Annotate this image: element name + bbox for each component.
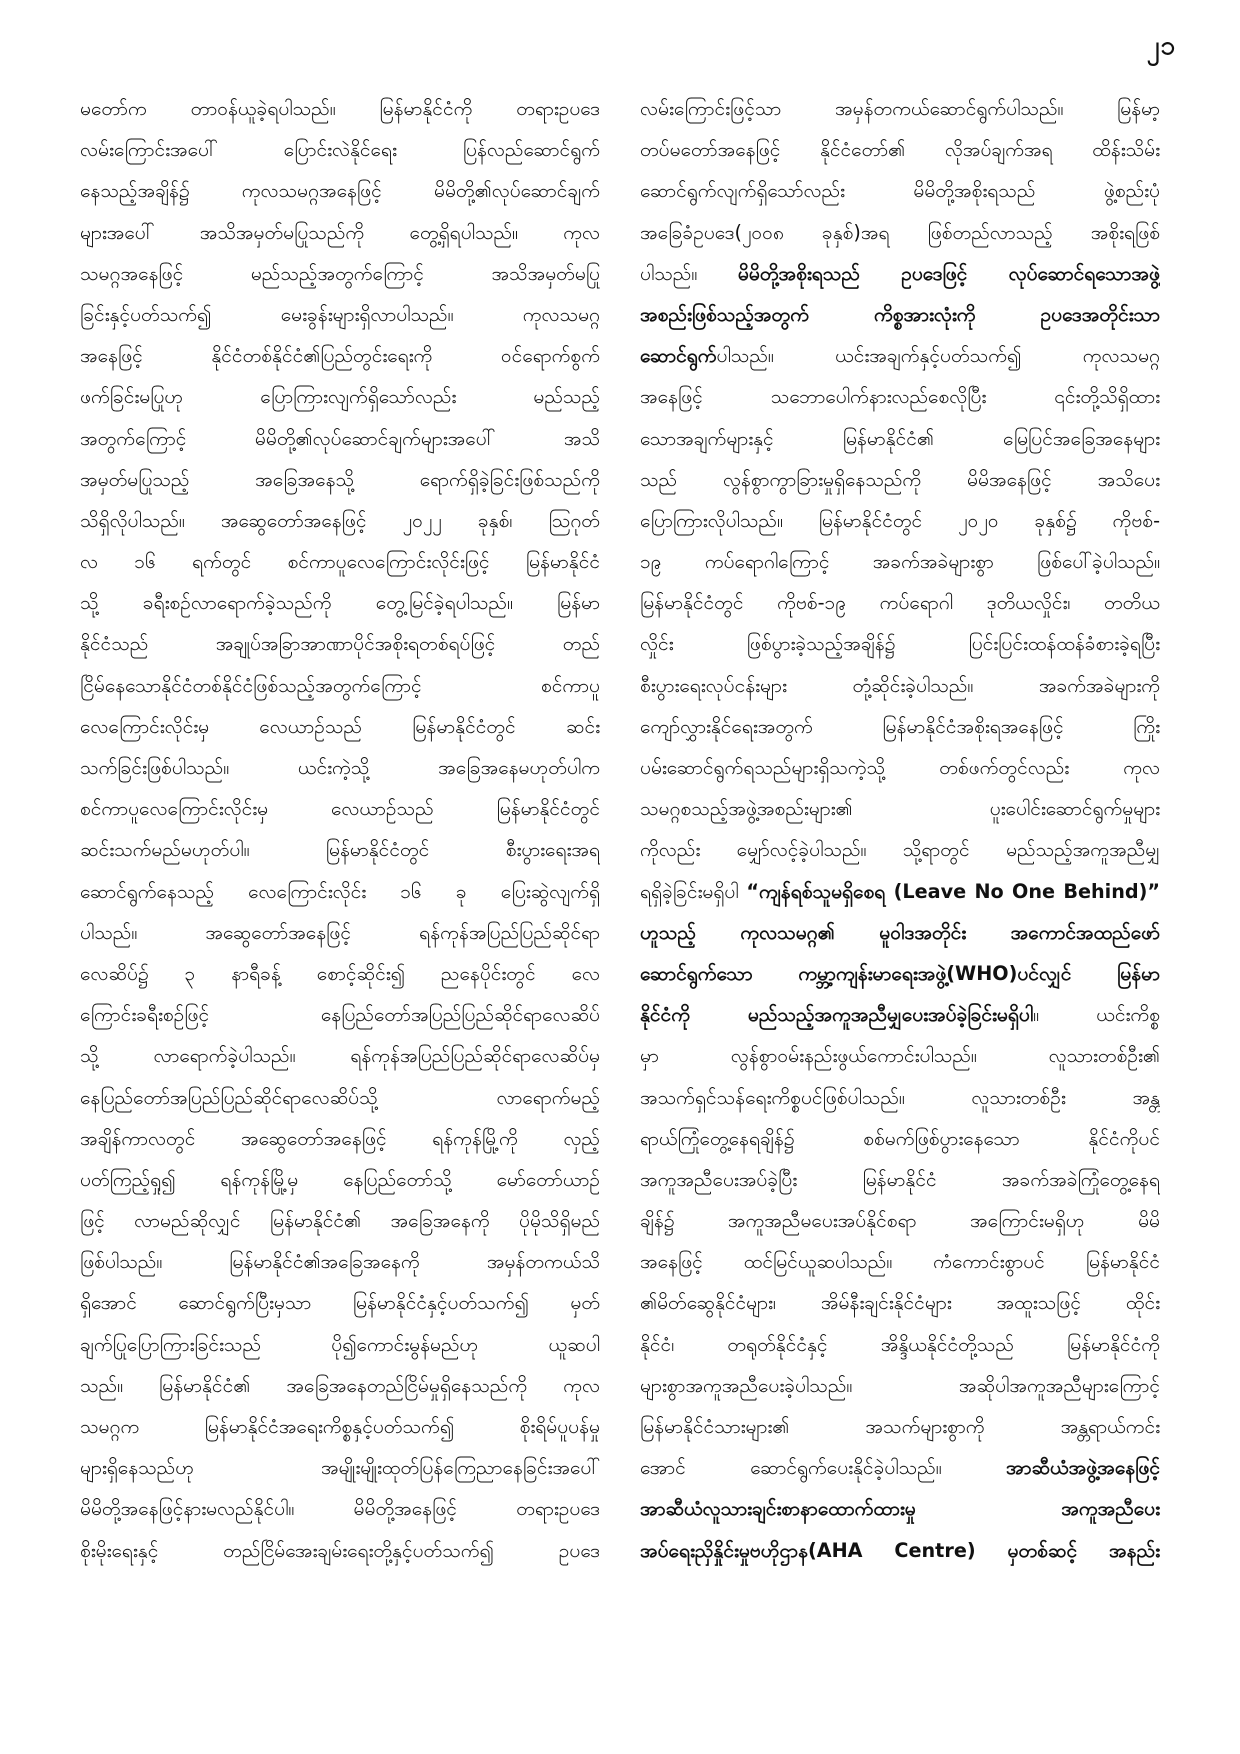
right-column — [640, 88, 1160, 1708]
text-run: ရရှိခဲ့ခြင်းမရှိပါ — [640, 879, 747, 903]
text-line: ပါသည်။ အဆွေတော်အနေဖြင့် ရန်ကုန်အပြည်ပြည်ဆိုင်ရာ — [80, 920, 600, 944]
bold-text: မိမိတို့အစိုးရသည် ဥပဒေဖြင့် လုပ်ဆောင်ရသောအဖွဲ့ — [737, 261, 1160, 285]
text-line: ချက်ပြုပြောကြားခြင်းသည် ပို၍ကောင်းမွန်မည်ဟု ယူဆပါ — [80, 1332, 600, 1356]
text-line: လှိုင်း ဖြစ်ပွားခဲ့သည့်အချိန်၌ ပြင်းပြင်းထန်ထန်ခံစားခဲ့ရပြီး — [640, 632, 1160, 656]
text-line: ငြိမ်နေသောနိုင်ငံတစ်နိုင်ငံဖြစ်သည့်အတွက်ကြောင့် စင်ကာပူ — [80, 673, 600, 697]
text-line: အနေဖြင့် နိုင်ငံတစ်နိုင်ငံ၏ပြည်တွင်းရေးကို ဝင်ရောက်စွက် — [80, 344, 600, 368]
bold-text: အစည်းဖြစ်သည့်အတွက် ကိစ္စအားလုံးကို ဥပဒေအတိုင်းသာ — [640, 302, 1160, 326]
text-line: များရှိနေသည်ဟု အမျိုးမျိုးထုတ်ပြန်ကြေညာနေခြင်းအပေါ် — [80, 1456, 600, 1480]
text-line: သက်ခြင်းဖြစ်ပါသည်။ ယင်းကဲ့သို့ အခြေအနေမဟုတ်ပါက — [80, 756, 600, 779]
text-line: အတွက်ကြောင့် မိမိတို့၏လုပ်ဆောင်ချက်များအပေါ် အသိ — [80, 426, 600, 450]
text-line: ကိုလည်း မျှော်လင့်ခဲ့ပါသည်။ သို့ရာတွင် မည်သည့်အကူအညီမျှ — [640, 838, 1160, 862]
text-line: သမဂ္ဂအနေဖြင့် မည်သည့်အတွက်ကြောင့် အသိအမှတ်မပြု — [80, 261, 600, 285]
text-line: သမဂ္ဂက မြန်မာနိုင်ငံအရေးကိစ္စနှင့်ပတ်သက်၍ စိုးရိမ်ပူပန်မှု — [80, 1415, 600, 1438]
text-line — [640, 1447, 1160, 1488]
text-line: အသက်ရှင်သန်ရေးကိစ္စပင်ဖြစ်ပါသည်။ လူသားတစ်ဦး အန္တ — [640, 1085, 1160, 1109]
left-column — [80, 88, 600, 1708]
text-line: စင်ကာပူလေကြောင်းလိုင်းမှ လေယာဉ်သည် မြန်မာနိုင်ငံတွင် — [80, 797, 600, 821]
text-line — [640, 294, 1160, 335]
bold-text: “ကျန်ရစ်သူမရှိစေရ (Leave No One Behind)” — [746, 879, 1160, 903]
text-line: သို့ လာရောက်ခဲ့ပါသည်။ ရန်ကုန်အပြည်ပြည်ဆိုင်ရာလေဆိပ်မှ — [80, 1044, 600, 1068]
bold-text: ဟူသည့် ကုလသမဂ္ဂ၏ မူဝါဒအတိုင်း အကောင်အထည်ဖော် — [640, 920, 1160, 944]
text-line: အနေဖြင့် ထင်မြင်ယူဆပါသည်။ ကံကောင်းစွာပင် မြန်မာနိုင်ငံ — [640, 1250, 1160, 1274]
text-line: နိုင်ငံသည် အချုပ်အခြာအာဏာပိုင်အစိုးရတစ်ရပ်ဖြင့် တည် — [80, 632, 600, 656]
text-line: များအပေါ် အသိအမှတ်မပြုသည်ကို တွေ့ရှိရပါသည်။ ကုလ — [80, 220, 600, 244]
text-line: မြန်မာနိုင်ငံသားများ၏ အသက်များစွာကို အန္တရာယ်ကင်း — [640, 1415, 1160, 1438]
text-line: သမဂ္ဂစသည့်အဖွဲ့အစည်းများ၏ ပူးပေါင်းဆောင်ရွက်မှုများ — [640, 797, 1160, 821]
text-line: နေသည့်အချိန်၌ ကုလသမဂ္ဂအနေဖြင့် မိမိတို့၏လုပ်ဆောင်ချက် — [80, 179, 600, 203]
text-line: ဖက်ခြင်းမပြုဟု ပြောကြားလျက်ရှိသော်လည်း မည်သည့် — [80, 385, 600, 409]
text-line: နိုင်ငံ၊ တရုတ်နိုင်ငံနှင့် အိန္ဒိယနိုင်ငံတို့သည် မြန်မာနိုင်ငံကို — [640, 1332, 1160, 1356]
text-line — [640, 994, 1160, 1035]
text-line: မတော်က တာဝန်ယူခဲ့ရပါသည်။ မြန်မာနိုင်ငံကို တရားဥပဒေ — [80, 97, 600, 120]
text-line: များစွာအကူအညီပေးခဲ့ပါသည်။ အဆိုပါအကူအညီများကြောင့် — [640, 1373, 1160, 1397]
text-run: ။ ယင်းကိစ္စ — [1033, 1003, 1160, 1027]
text-line — [640, 1488, 1160, 1529]
text-line: ကျော်လွှားနိုင်ရေးအတွက် မြန်မာနိုင်ငံအစိုးရအနေဖြင့် ကြိုး — [640, 714, 1160, 738]
text-line: ကြောင်းခရီးစဉ်ဖြင့် နေပြည်တော်အပြည်ပြည်ဆိုင်ရာလေဆိပ် — [80, 1003, 600, 1027]
text-line: ချိန်၌ အကူအညီမပေးအပ်နိုင်စရာ အကြောင်းမရှိဟု မိမိ — [640, 1209, 1160, 1233]
text-line: နေပြည်တော်အပြည်ပြည်ဆိုင်ရာလေဆိပ်သို့ လာရောက်မည့် — [80, 1085, 600, 1109]
text-line: လမ်းကြောင်းအပေါ် ပြောင်းလဲနိုင်ရေး ပြန်လည်ဆောင်ရွက် — [80, 138, 600, 162]
text-line: ပတ်ကြည့်ရှု၍ ရန်ကုန်မြို့မှ နေပြည်တော်သို့ မော်တော်ယာဉ် — [80, 1167, 600, 1191]
text-line: ဖြင့် လာမည်ဆိုလျှင် မြန်မာနိုင်ငံ၏ အခြေအနေကို ပိုမိုသိရှိမည် — [80, 1209, 600, 1233]
text-line: အခြေခံဥပဒေ(၂၀၀၈ ခုနှစ်)အရ ဖြစ်တည်လာသည့် အစိုးရဖြစ် — [640, 220, 1160, 244]
text-line: လေကြောင်းလိုင်းမှ လေယာဉ်သည် မြန်မာနိုင်ငံတွင် ဆင်း — [80, 714, 600, 738]
text-line: အနေဖြင့် သဘောပေါက်နားလည်စေလိုပြီး ၎င်းတို့သိရှိထား — [640, 385, 1160, 409]
text-line: အမှတ်မပြုသည့် အခြေအနေသို့ ရောက်ရှိခဲ့ခြင်းဖြစ်သည်ကို — [80, 467, 600, 491]
page-number: ၂၁ — [1146, 31, 1176, 61]
text-line: မိမိတို့အနေဖြင့်နားမလည်နိုင်ပါ။ မိမိတို့အနေဖြင့် တရားဥပဒေ — [80, 1497, 600, 1521]
text-line: မှာ လွန်စွာဝမ်းနည်းဖွယ်ကောင်းပါသည်။ လူသားတစ်ဦး၏ — [640, 1044, 1160, 1068]
bold-text: အာဆီယံအဖွဲ့အနေဖြင့် — [1005, 1456, 1160, 1480]
text-line: သို့ ခရီးစဉ်လာရောက်ခဲ့သည်ကို တွေ့မြင်ခဲ့ရပါသည်။ မြန်မာ — [80, 591, 600, 615]
text-line — [640, 1530, 1160, 1571]
bold-text: နိုင်ငံကို မည်သည့်အကူအညီမျှပေးအပ်ခဲ့ခြင်းမရှိပါ — [640, 1003, 1034, 1027]
bold-text: အပ်ရေးညှိနှိုင်းမှုဗဟိုဌာန(AHA Centre) မှတစ်ဆင့် အနည်း — [640, 1538, 1160, 1562]
text-line — [640, 953, 1160, 994]
text-line: စီးပွားရေးလုပ်ငန်းများ တုံ့ဆိုင်းခဲ့ပါသည်။ အခက်အခဲများကို — [640, 673, 1160, 697]
text-line: ၏မိတ်ဆွေနိုင်ငံများ၊ အိမ်နီးချင်းနိုင်ငံများ အထူးသဖြင့် ထိုင်း — [640, 1291, 1160, 1315]
text-line: မြန်မာနိုင်ငံတွင် ကိုဗစ်-၁၉ ကပ်ရောဂါ ဒုတိယလှိုင်း၊ တတိယ — [640, 591, 1160, 615]
text-line: သည်။ မြန်မာနိုင်ငံ၏ အခြေအနေတည်ငြိမ်မှုရှိနေသည်ကို ကုလ — [80, 1373, 600, 1397]
bold-text: ဆောင်ရွက် — [640, 344, 717, 368]
text-line: ခြင်းနှင့်ပတ်သက်၍ မေးခွန်းများရှိလာပါသည်။ ကုလသမဂ္ဂ — [80, 302, 600, 326]
bold-text: အာဆီယံလူသားချင်းစာနာထောက်ထားမှု အကူအညီပေး — [640, 1497, 1160, 1521]
text-line: ရှိအောင် ဆောင်ရွက်ပြီးမှသာ မြန်မာနိုင်ငံနှင့်ပတ်သက်၍ မှတ် — [80, 1291, 600, 1315]
text-run: ပါသည်။ — [640, 261, 738, 285]
text-line: ပြောကြားလိုပါသည်။ မြန်မာနိုင်ငံတွင် ၂၀၂၀ ခုနှစ်၌ ကိုဗစ်- — [640, 508, 1160, 532]
text-line: ဆောင်ရွက်လျက်ရှိသော်လည်း မိမိတို့အစိုးရသည် ဖွဲ့စည်းပုံ — [640, 179, 1160, 203]
text-line: လမ်းကြောင်းဖြင့်သာ အမှန်တကယ်ဆောင်ရွက်ပါသည်။ မြန်မာ့ — [640, 97, 1160, 120]
text-run: ပါသည်။ ယင်းအချက်နှင့်ပတ်သက်၍ ကုလသမဂ္ဂ — [716, 344, 1160, 368]
text-line — [640, 912, 1160, 953]
text-line: ဆောင်ရွက်နေသည့် လေကြောင်းလိုင်း ၁၆ ခု ပြေးဆွဲလျက်ရှိ — [80, 879, 600, 903]
text-line: သိရှိလိုပါသည်။ အဆွေတော်အနေဖြင့် ၂၀၂၂ ခုနှစ်၊ ဩဂုတ် — [80, 508, 600, 532]
text-line: သည် လွန်စွာကွာခြားမှုရှိနေသည်ကို မိမိအနေဖြင့် အသိပေး — [640, 467, 1160, 491]
text-line: အချိန်ကာလတွင် အဆွေတော်အနေဖြင့် ရန်ကုန်မြို့ကို လှည့် — [80, 1126, 600, 1150]
text-line: လေဆိပ်၌ ၃ နာရီခန့် စောင့်ဆိုင်း၍ ညနေပိုင်းတွင် လေ — [80, 961, 600, 985]
bold-text: ဆောင်ရွက်သော ကမ္ဘာ့ကျန်းမာရေးအဖွဲ့(WHO)ပင်လျှင် မြန်မာ — [640, 961, 1160, 985]
text-line: စိုးမိုးရေးနှင့် တည်ငြိမ်အေးချမ်းရေးတို့နှင့်ပတ်သက်၍ ဥပဒေ — [80, 1538, 600, 1562]
text-line: ၁၉ ကပ်ရောဂါကြောင့် အခက်အခဲများစွာ ဖြစ်ပေါ်ခဲ့ပါသည်။ — [640, 550, 1160, 574]
text-line: ပမ်းဆောင်ရွက်ရသည်များရှိသကဲ့သို့ တစ်ဖက်တွင်လည်း ကုလ — [640, 756, 1160, 779]
text-line: အကူအညီပေးအပ်ခဲ့ပြီး မြန်မာနိုင်ငံ အခက်အခဲကြုံတွေ့နေရ — [640, 1167, 1160, 1191]
text-line: ဆင်းသက်မည်မဟုတ်ပါ။ မြန်မာနိုင်ငံတွင် စီးပွားရေးအရ — [80, 838, 600, 862]
text-line: တပ်မတော်အနေဖြင့် နိုင်ငံတော်၏ လိုအပ်ချက်အရ ထိန်းသိမ်း — [640, 138, 1160, 162]
text-line: လ ၁၆ ရက်တွင် စင်ကာပူလေကြောင်းလိုင်းဖြင့် မြန်မာနိုင်ငံ — [80, 550, 600, 574]
text-line — [640, 253, 1160, 294]
text-line — [640, 871, 1160, 912]
text-line — [640, 335, 1160, 376]
text-run: အောင် ဆောင်ရွက်ပေးနိုင်ခဲ့ပါသည်။ — [640, 1456, 1006, 1480]
text-line: ရာယ်ကြုံတွေ့နေရချိန်၌ စစ်မက်ဖြစ်ပွားနေသော နိုင်ငံကိုပင် — [640, 1126, 1160, 1150]
text-line: သောအချက်များနှင့် မြန်မာနိုင်ငံ၏ မြေပြင်အခြေအနေများ — [640, 426, 1160, 450]
text-line: ဖြစ်ပါသည်။ မြန်မာနိုင်ငံ၏အခြေအနေကို အမှန်တကယ်သိ — [80, 1250, 600, 1274]
article-body — [80, 88, 1160, 1708]
